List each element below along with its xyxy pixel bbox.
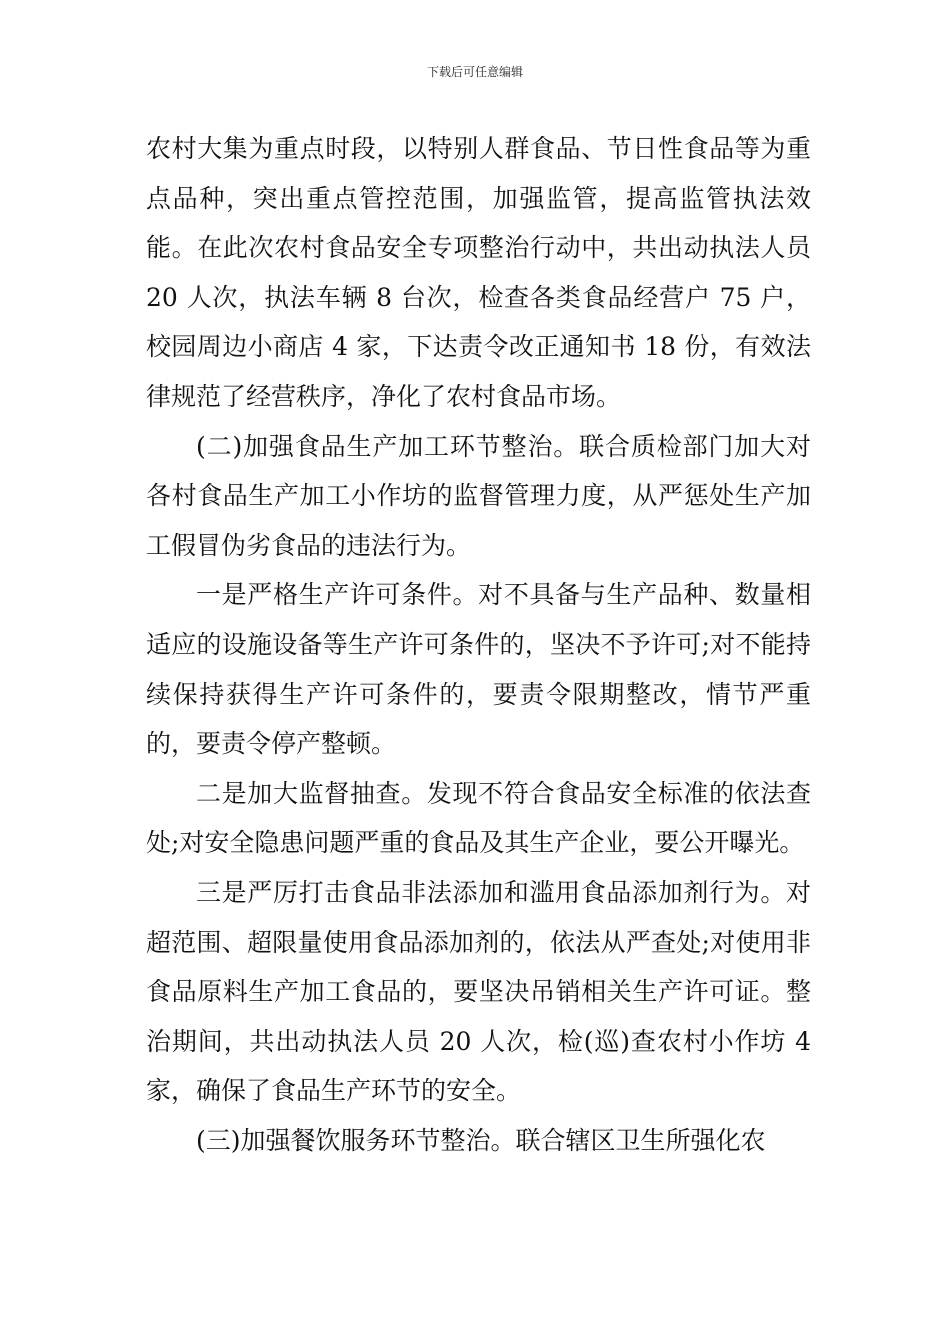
document-body [146, 124, 811, 1165]
paragraph-3: 一是严格生产许可条件。对不具备与生产品种、数量相适应的设施设备等生产许可条件的，坚决不予许可;对不能持续保持获得生产许可条件的，要责令限期整改，情节严重的，要责令停产整顿。 [146, 580, 811, 759]
paragraph-2: (二)加强食品生产加工环节整治。联合质检部门加大对各村食品生产加工小作坊的监督管理力度，从严惩处生产加工假冒伪劣食品的违法行为。 [146, 431, 811, 560]
page-header-note: 下载后可任意编辑 [426, 65, 523, 79]
paragraph-1: 农村大集为重点时段，以特别人群食品、节日性食品等为重点品种，突出重点管控范围，加强监管，提高监管执法效能。在此次农村食品安全专项整治行动中，共出动执法人员 20 人次，执法车辆 8 台次，检查各类食品经营户 75 户，校园周边小商店 4 家，下达责令改正通知书 18 份，有效法律规范了经营秩序，净化了农村食品市场。 [146, 134, 811, 411]
paragraph-6: (三)加强餐饮服务环节整治。联合辖区卫生所强化农 [196, 1125, 766, 1155]
paragraph-4: 二是加大监督抽查。发现不符合食品安全标准的依法查处;对安全隐患问题严重的食品及其生产企业，要公开曝光。 [146, 778, 811, 858]
paragraph-5: 三是严厉打击食品非法添加和滥用食品添加剂行为。对超范围、超限量使用食品添加剂的，依法从严查处;对使用非食品原料生产加工食品的，要坚决吊销相关生产许可证。整治期间，共出动执法人员 20 人次，检(巡)查农村小作坊 4 家，确保了食品生产环节的安全。 [146, 877, 811, 1106]
